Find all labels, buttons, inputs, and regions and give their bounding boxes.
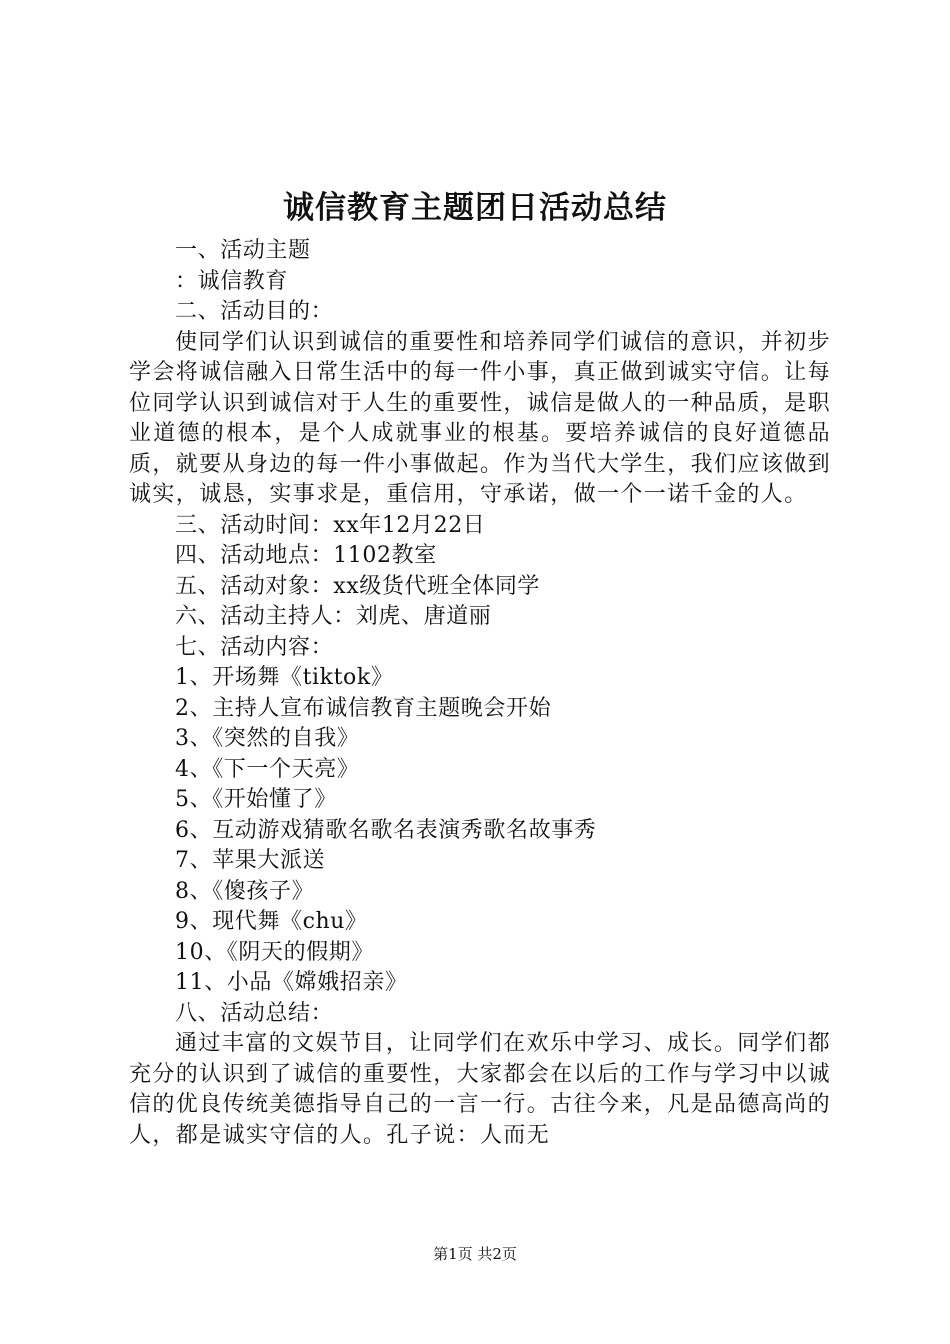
list-item: 10、《阴天的假期》 <box>175 939 374 965</box>
activity-host: 六、活动主持人：刘虎、唐道丽 <box>175 604 492 629</box>
purpose-paragraph: 使同学们认识到诚信的重要性和培养同学们诚信的意识，并初步学会将诚信融入日常生活中的每一件小事，真正做到诚实守信。让每位同学认识到诚信对于人生的重要性，诚信是做人的一种品质，是职业道德的根本，是个人成就事业的根基。要培养诚信的良好道德品质，就要从身边的每一件小事做起。作为当代大学生，我们应该做到诚实，诚恳，实事求是，重信用，守承诺，做一个一诺千金的人。 <box>129 329 832 507</box>
list-item: 9、现代舞《chu》 <box>175 909 368 934</box>
list-item: 1、开场舞《tiktok》 <box>175 665 394 690</box>
list-item: 8、《傻孩子》 <box>175 878 315 904</box>
activity-place: 四、活动地点：1102教室 <box>175 543 437 568</box>
theme-value: ：诚信教育 <box>175 268 289 294</box>
section-heading-content: 七、活动内容： <box>175 634 334 660</box>
section-heading-theme: 一、活动主题 <box>175 238 311 263</box>
list-item: 6、互动游戏猜歌名歌名表演秀歌名故事秀 <box>175 817 597 843</box>
list-item: 5、《开始懂了》 <box>175 787 337 812</box>
list-item: 11、小品《嫦娥招亲》 <box>175 970 408 995</box>
list-item: 4、《下一个天亮》 <box>175 756 360 782</box>
summary-paragraph: 通过丰富的文娱节目，让同学们在欢乐中学习、成长。同学们都充分的认识到了诚信的重要性，大家都会在以后的工作与学习中以诚信的优良传统美德指导自己的一言一行。古往今来，凡是品德高尚的人，都是诚实守信的人。孔子说：人而无 <box>129 1031 832 1148</box>
section-heading-purpose: 二、活动目的： <box>175 299 334 324</box>
list-item: 2、主持人宣布诚信教育主题晚会开始 <box>175 695 552 721</box>
activity-time: 三、活动时间：xx年12月22日 <box>175 512 486 538</box>
page-footer: 第1页 共2页 <box>433 1245 517 1263</box>
document-body <box>129 236 831 1151</box>
section-heading-summary: 八、活动总结： <box>175 1000 334 1026</box>
content-list <box>129 663 831 999</box>
document-title: 诚信教育主题团日活动总结 <box>283 190 667 226</box>
list-item: 7、苹果大派送 <box>175 848 326 873</box>
activity-target: 五、活动对象：xx级货代班全体同学 <box>175 573 541 599</box>
list-item: 3、《突然的自我》 <box>175 726 360 751</box>
